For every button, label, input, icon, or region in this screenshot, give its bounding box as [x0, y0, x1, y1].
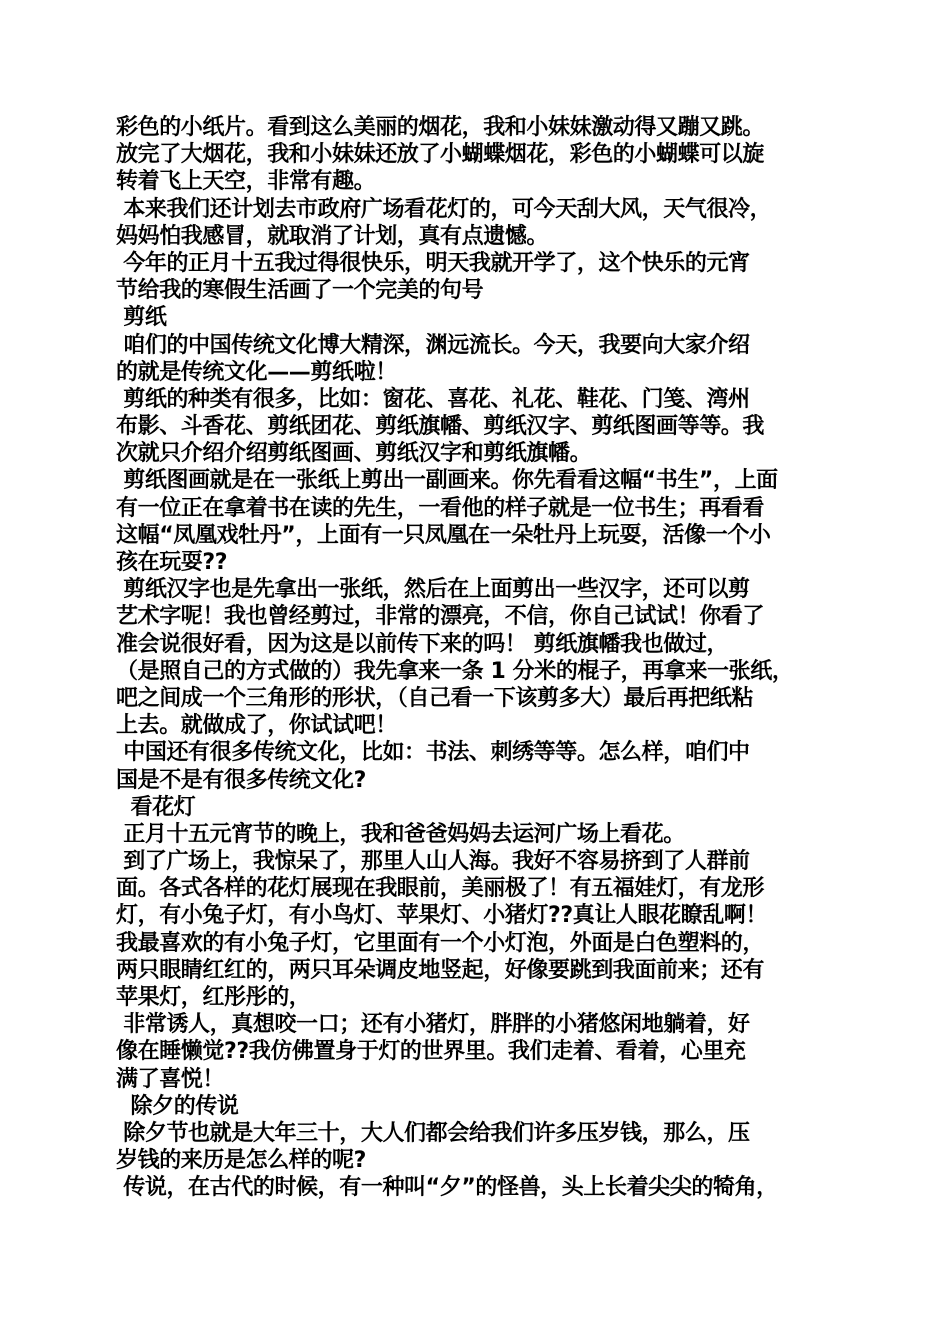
text-line: 看花灯 — [116, 794, 196, 820]
text-line: 中国还有很多传统文化，比如：书法、刺绣等等。怎么样，咱们中 — [116, 740, 750, 766]
document-body — [116, 114, 846, 1202]
text-line: 除夕节也就是大年三十，大人们都会给我们许多压岁钱，那么，压 — [116, 1120, 750, 1146]
text-line: 到了广场上，我惊呆了，那里人山人海。我好不容易挤到了人群前 — [116, 849, 750, 875]
text-line: 节给我的寒假生活画了一个完美的句号 — [116, 278, 484, 304]
text-line: 妈妈怕我感冒，就取消了计划，真有点遗憾。 — [116, 223, 549, 249]
text-line: 面。各式各样的花灯展现在我眼前，美丽极了！有五福娃灯，有龙形 — [116, 876, 765, 902]
text-line: 满了喜悦！ — [116, 1066, 225, 1092]
text-line: （是照自己的方式做的）我先拿来一条 1 分米的棍子，再拿来一张纸， — [116, 658, 794, 684]
text-line: 有一位正在拿着书在读的先生，一看他的样子就是一位书生；再看看 — [116, 495, 765, 521]
text-line: 两只眼睛红红的，两只耳朵调皮地竖起，好像要跳到我面前来；还有 — [116, 957, 765, 983]
text-line: 彩色的小纸片。看到这么美丽的烟花，我和小妹妹激动得又蹦又跳。 — [116, 115, 765, 140]
text-line: 本来我们还计划去市政府广场看花灯的，可今天刮大风，天气很冷， — [116, 196, 772, 222]
text-line: 咱们的中国传统文化博大精深，渊远流长。今天，我要向大家介绍 — [116, 332, 750, 358]
text-line: 剪纸汉字也是先拿出一张纸，然后在上面剪出一些汉字，还可以剪 — [116, 577, 750, 603]
text-line: 孩在玩耍?? — [116, 550, 228, 575]
text-line: 准会说很好看，因为这是以前传下来的吗！ 剪纸旗幡我也做过， — [116, 631, 729, 657]
text-line: 除夕的传说 — [116, 1093, 239, 1119]
text-line: 今年的正月十五我过得很快乐，明天我就开学了，这个快乐的元宵 — [116, 250, 750, 276]
text-line: 苹果灯，红彤彤的， — [116, 985, 311, 1010]
text-line: 次就只介绍介绍剪纸图画、剪纸汉字和剪纸旗幡。 — [116, 441, 592, 467]
text-line: 剪纸 — [116, 305, 167, 331]
text-line: 吧之间成一个三角形的形状，（自己看一下该剪多大）最后再把纸粘 — [116, 685, 754, 711]
text-line: 传说，在古代的时候，有一种叫“夕”的怪兽，头上长着尖尖的犄角， — [116, 1175, 778, 1201]
text-line: 放完了大烟花，我和小妹妹还放了小蝴蝶烟花，彩色的小蝴蝶可以旋 — [116, 142, 765, 168]
text-line: 艺术字呢！我也曾经剪过，非常的漂亮，不信，你自己试试！你看了 — [116, 604, 765, 630]
text-line: 这幅“凤凰戏牡丹”，上面有一只凤凰在一朵牡丹上玩耍，活像一个小 — [116, 522, 771, 548]
text-line: 岁钱的来历是怎么样的呢? — [116, 1148, 366, 1174]
text-line: 转着飞上天空，非常有趣。 — [116, 169, 376, 195]
text-line: 正月十五元宵节的晚上，我和爸爸妈妈去运河广场上看花。 — [116, 821, 685, 847]
text-line: 上去。就做成了，你试试吧！ — [116, 713, 397, 739]
text-line: 像在睡懒觉??我仿佛置身于灯的世界里。我们走着、看着，心里充 — [116, 1039, 746, 1065]
text-line: 剪纸图画就是在一张纸上剪出一副画来。你先看看这幅“书生”，上面 — [116, 468, 778, 494]
text-line: 非常诱人，真想咬一口；还有小猪灯，胖胖的小猪悠闲地躺着，好 — [116, 1012, 750, 1038]
text-line: 布影、斗香花、剪纸团花、剪纸旗幡、剪纸汉字、剪纸图画等等。我 — [116, 414, 765, 440]
text-line: 灯，有小兔子灯，有小鸟灯、苹果灯、小猪灯??真让人眼花瞭乱啊！ — [116, 903, 768, 929]
text-line: 的就是传统文化——剪纸啦！ — [116, 359, 397, 385]
text-line: 剪纸的种类有很多，比如：窗花、喜花、礼花、鞋花、门笺、湾州 — [116, 386, 750, 412]
text-line: 国是不是有很多传统文化? — [116, 767, 366, 793]
text-line: 我最喜欢的有小兔子灯，它里面有一个小灯泡，外面是白色塑料的， — [116, 930, 765, 956]
